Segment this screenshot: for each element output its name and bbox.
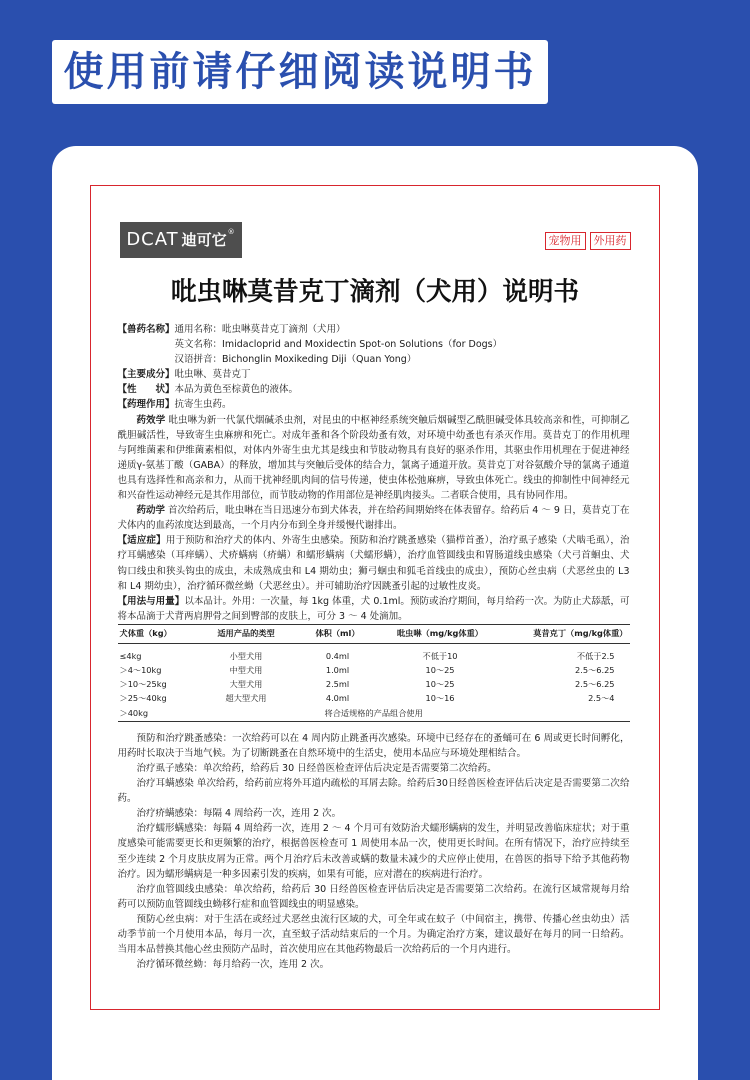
brand-chinese: 迪可它 <box>181 231 227 249</box>
header-moxidectin: 莫昔克丁（mg/kg体重） <box>533 628 628 639</box>
table-row <box>118 663 630 677</box>
section-label: 【用法与用量】 <box>117 595 185 607</box>
tag-external-use: 外用药 <box>590 232 631 250</box>
leaflet-frame <box>90 185 660 1010</box>
section-label: 【药理作用】 <box>117 399 175 411</box>
paragraph-text: 吡虫啉为新一代氯代烟碱杀虫剂，对昆虫的中枢神经系统突触后烟碱型乙酰胆碱受体具较高亲和性，可抑制乙酰胆碱活性，导致寄生虫麻痹和死亡。对成年蚤和各个阶段幼蚤有效，对环境中幼蚤也有杀灭作用。莫昔克丁的作用机理与阿维菌素和伊维菌素相似，对体内外寄生虫尤其是线虫和节肢动物具有良好的驱杀作用，其驱虫作用机理在于促进神经递质γ-氨基丁酸（GABA）的释放，增加其与突触后受体的结合力，氯离子通道开放。莫昔克丁对谷氨酸介导的氯离子通道也具有选择性和高亲和力，从而干扰神经肌肉间的信号传递，使虫体松弛麻痹，导致虫体死亡。线虫的抑制性中间神经元和兴奋性运动神经元是其作用部位，而节肢动物的作用部位是神经肌肉接头。二者联合使用，具有协同作用。 <box>117 414 630 502</box>
cell-volume: 0.4ml <box>325 650 350 661</box>
drug-name-lines <box>175 322 503 367</box>
drug-name-section <box>118 322 630 367</box>
note-microfilariae: 治疗循环微丝蚴：每月给药一次，连用 2 次。 <box>136 959 330 971</box>
section-text: 抗寄生虫药。 <box>174 399 232 411</box>
cell-moxidectin: 2.5～4 <box>588 693 615 704</box>
cell-imidacloprid: 10～16 <box>425 693 455 704</box>
section-text: 吡虫啉、莫昔克丁 <box>174 369 251 381</box>
note-lice: 治疗虱子感染：单次给药，给药后 30 日经兽医检查评估后决定是否需要第二次给药。 <box>136 763 497 774</box>
brand-latin: DCAT <box>126 229 179 250</box>
page-heading: 使用前请仔细阅读说明书 <box>63 49 537 95</box>
cell-moxidectin: 2.5～6.25 <box>575 665 615 676</box>
indications-section <box>118 533 630 593</box>
note-heartworm: 预防心丝虫病：对于生活在或经过犬恶丝虫流行区域的犬，可全年或在蚊子（中间宿主，携带、传播心丝虫幼虫）活动季节前一个月使用本品，每月一次，直至蚊子活动结束后的一个月。为确定治疗方案，建议最好在每月的同一日给药。当用本品替换其他心丝虫预防产品时，首次使用应在其他药物最后一次给药后的一个月内进行。 <box>117 913 630 956</box>
section-label: 【性 状】 <box>117 384 175 396</box>
section-label: 【兽药名称】 <box>117 324 175 335</box>
cell-imidacloprid: 10～25 <box>425 679 455 690</box>
page-heading-banner <box>52 40 548 104</box>
dosage-notes <box>118 731 630 973</box>
subsection-label: 药效学 <box>136 414 166 426</box>
note-ear-mites: 治疗耳螨感染 单次给药，给药前应将外耳道内疏松的耳屑去除。给药后30日经兽医检查评估后决定是否需要第二次给药。 <box>117 778 630 805</box>
cell-weight: ≤4kg <box>119 650 142 661</box>
pharmacology-section <box>118 397 630 412</box>
registered-mark: ® <box>227 227 235 236</box>
section-text: 本品为黄色至棕黄色的液体。 <box>174 384 299 396</box>
table-body <box>118 644 630 721</box>
cell-imidacloprid: 10～25 <box>425 665 455 676</box>
section-text: 以本品计。外用：一次量，每 1kg 体重，犬 0.1ml。预防或治疗期间，每月给药一次。为防止犬舔舐，可将本品滴于犬背两肩胛骨之间到臀部的皮肤上，可分 3 ～ 4 处滴加。 <box>117 595 630 622</box>
cell-volume: 2.5ml <box>325 679 350 690</box>
header-product-type: 适用产品的类型 <box>217 628 275 639</box>
cell-product-type: 超大型犬用 <box>225 693 267 704</box>
cell-weight: ＞10～25kg <box>119 679 167 690</box>
pharmacokinetics-paragraph <box>118 503 630 533</box>
english-name: 英文名称：Imidacloprid and Moxidectin Spot-on Solutions（for Dogs） <box>174 339 503 351</box>
appearance-section <box>118 382 630 397</box>
cell-weight: ＞25～40kg <box>119 693 167 704</box>
note-sarcoptic-mange: 治疗疥螨感染：每隔 4 周给药一次，连用 2 次。 <box>136 808 342 820</box>
cell-product-type: 小型犬用 <box>229 650 263 661</box>
cell-weight: ＞40kg <box>119 707 149 718</box>
cell-imidacloprid: 不低于10 <box>422 650 458 661</box>
cell-weight: ＞4～10kg <box>119 665 162 676</box>
cell-volume: 4.0ml <box>325 693 350 704</box>
note-demodex: 治疗蠕形螨感染：每隔 4 周给药一次，连用 2 ～ 4 个月可有效防治犬蠕形螨病的发生，并明显改善临床症状；对于重度感染可能需要更长和更频繁的治疗，根据兽医检查可 1 周使用本品一次，使用更长时间。在所有情况下，治疗应持续至至少连续 2 个月皮肤皮屑为正常。两个月治疗后未改善或螨的数量未减少的犬应停止使用，在兽医的指导下给予其他药物治疗。因为蠕形螨病是一种多因素引发的疾病，如果有可能，应对潜在的疾病进行治疗。 <box>117 823 630 880</box>
section-label: 【适应症】 <box>117 535 166 547</box>
section-text: 用于预防和治疗犬的体内、外寄生虫感染。预防和治疗跳蚤感染（猫栉首蚤），治疗虱子感染（犬啮毛虱），治疗耳螨感染（耳痒螨）、犬疥螨病（疥螨）和蠕形螨病（犬蠕形螨），治疗血管圆线虫和胃肠道线虫感染（犬弓首蛔虫、犬钩口线虫和狭头钩虫的成虫，未成熟成虫和 L4 期幼虫；狮弓蛔虫和狐毛首线虫的成虫），预防心丝虫病（犬恶丝虫的 L3 和 L4 期幼虫），治疗循环微丝蚴（犬恶丝虫）。并可辅助治疗因跳蚤引起的过敏性皮炎。 <box>117 535 630 592</box>
ingredients-section <box>118 367 630 382</box>
table-row <box>118 706 630 720</box>
cell-volume: 1.0ml <box>325 665 350 676</box>
header-imidacloprid: 吡虫啉（mg/kg体重） <box>396 628 483 639</box>
usage-tags <box>545 232 631 250</box>
generic-name: 通用名称：吡虫啉莫昔克丁滴剂（犬用） <box>174 324 346 335</box>
cell-moxidectin: 不低于2.5 <box>576 650 615 661</box>
table-header-row <box>118 625 630 644</box>
header-volume: 体积（ml） <box>315 628 360 639</box>
leaflet-body <box>118 322 630 972</box>
cell-combination-note: 将合适规格的产品组合使用 <box>324 707 423 718</box>
cell-product-type: 中型犬用 <box>229 665 263 676</box>
cell-product-type: 大型犬用 <box>229 679 263 690</box>
brand-logo <box>120 222 242 258</box>
table-row <box>118 649 630 663</box>
tag-pet-use: 宠物用 <box>545 232 586 250</box>
note-flea: 预防和治疗跳蚤感染：一次给药可以在 4 周内防止跳蚤再次感染。环境中已经存在的蚤蛹可在 6 周或更长时间孵化，用药时长取决于当地气候。为了切断跳蚤在自然环境中的生活史，使用本品应与环境处理相结合。 <box>117 732 630 759</box>
table-row <box>118 677 630 691</box>
section-label: 【主要成分】 <box>117 369 175 381</box>
cell-moxidectin: 2.5～6.25 <box>575 679 615 690</box>
document-title: 吡虫啉莫昔克丁滴剂（犬用）说明书 <box>170 276 579 307</box>
pinyin-name: 汉语拼音：Bichonglin Moxikeding Diji（Quan Yong） <box>174 354 417 366</box>
subsection-label: 药动学 <box>136 505 166 517</box>
pharmacodynamics-paragraph <box>118 413 630 504</box>
note-angiostrongylus: 治疗血管圆线虫感染：单次给药，给药后 30 日经兽医检查评估后决定是否需要第二次给药。在流行区域常规每月给药可以预防血管圆线虫蚴移行症和血管圆线虫的明显感染。 <box>117 883 630 910</box>
paragraph-text: 首次给药后，吡虫啉在当日迅速分布到犬体表，并在给药间期始终在体表留存。给药后 4 ～ 9 日，莫昔克丁在犬体内的血药浓度达到最高，一个月内分布到全身并缓慢代谢排出。 <box>117 505 630 532</box>
header-weight: 犬体重（kg） <box>119 628 172 639</box>
dosage-section <box>118 594 630 624</box>
dosage-table <box>118 624 630 722</box>
table-row <box>118 691 630 705</box>
leaflet-card <box>52 146 698 1080</box>
